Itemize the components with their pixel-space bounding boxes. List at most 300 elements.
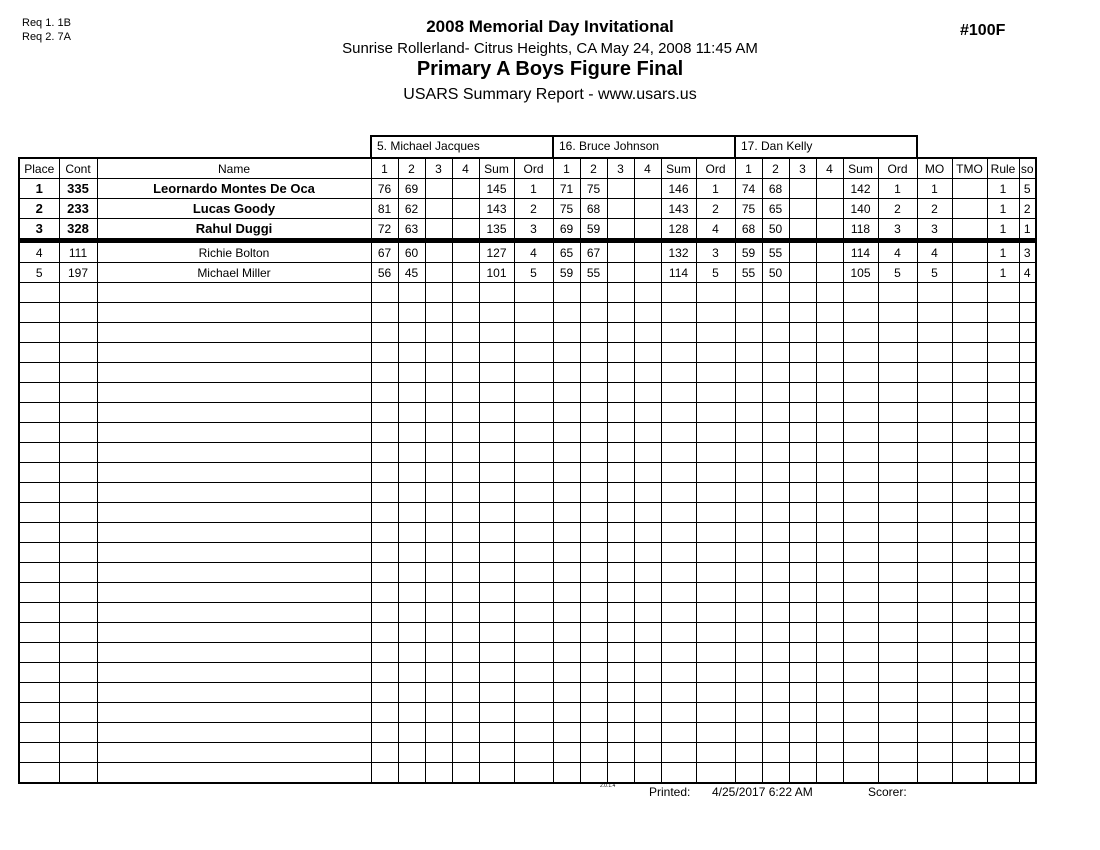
cell-mo: [917, 723, 952, 743]
cell-judge1-score3: [425, 241, 452, 263]
cell-judge3-ord: [878, 283, 917, 303]
cell-judge3-score4: [816, 663, 843, 683]
cell-judge3-score3: [789, 423, 816, 443]
cell-judge1-ord: 5: [514, 263, 553, 283]
cell-judge3-score2: [762, 503, 789, 523]
cell-tmo: [952, 241, 987, 263]
cell-judge2-score1: [553, 703, 580, 723]
cell-judge3-score1: [735, 623, 762, 643]
cell-judge3-score3: [789, 303, 816, 323]
cell-judge1-score3: [425, 503, 452, 523]
cell-judge1-score3: [425, 323, 452, 343]
cell-judge1-score1: [371, 363, 398, 383]
cell-judge3-score2: [762, 603, 789, 623]
cell-judge1-sum: [479, 563, 514, 583]
cell-place: [19, 383, 59, 403]
cell-judge2-score1: [553, 583, 580, 603]
cell-cont: [59, 763, 97, 784]
result-row: [19, 263, 1036, 283]
col-header-place: Place: [19, 158, 59, 179]
cell-so: [1019, 383, 1036, 403]
cell-judge2-ord: [696, 343, 735, 363]
cell-mo: [917, 663, 952, 683]
cell-judge1-sum: 101: [479, 263, 514, 283]
cell-name: [97, 363, 371, 383]
cell-judge3-sum: [843, 383, 878, 403]
cell-judge2-ord: 4: [696, 219, 735, 241]
cell-judge3-score4: [816, 303, 843, 323]
cell-tmo: [952, 623, 987, 643]
empty-row: [19, 703, 1036, 723]
cell-judge1-ord: [514, 523, 553, 543]
cell-judge2-sum: 132: [661, 241, 696, 263]
cell-rule: [987, 703, 1019, 723]
cell-judge3-score3: [789, 241, 816, 263]
cell-name: [97, 343, 371, 363]
cell-judge3-ord: [878, 503, 917, 523]
cell-judge1-sum: [479, 663, 514, 683]
cell-rule: [987, 563, 1019, 583]
cell-judge2-sum: [661, 743, 696, 763]
cell-place: [19, 343, 59, 363]
cell-place: [19, 363, 59, 383]
cell-name: Leornardo Montes De Oca: [97, 179, 371, 199]
cell-judge2-score2: [580, 463, 607, 483]
cell-mo: [917, 403, 952, 423]
cell-judge2-score2: [580, 503, 607, 523]
cell-judge3-ord: [878, 763, 917, 784]
cell-tmo: [952, 563, 987, 583]
cell-judge2-score3: [607, 383, 634, 403]
cell-judge2-sum: [661, 683, 696, 703]
cell-judge1-score2: [398, 463, 425, 483]
cell-judge3-ord: [878, 483, 917, 503]
cell-judge3-score1: [735, 363, 762, 383]
cell-judge2-score3: [607, 743, 634, 763]
cell-judge1-score2: [398, 423, 425, 443]
cell-name: [97, 603, 371, 623]
cell-cont: [59, 303, 97, 323]
cell-rule: 1: [987, 179, 1019, 199]
cell-place: [19, 483, 59, 503]
cell-judge2-score1: 59: [553, 263, 580, 283]
empty-row: [19, 643, 1036, 663]
cell-so: [1019, 503, 1036, 523]
cell-judge3-score4: [816, 483, 843, 503]
cell-judge3-score3: [789, 643, 816, 663]
cell-cont: [59, 363, 97, 383]
empty-row: [19, 663, 1036, 683]
cell-mo: 4: [917, 241, 952, 263]
cell-judge2-score2: [580, 543, 607, 563]
cell-judge1-score3: [425, 283, 452, 303]
cell-judge3-ord: [878, 343, 917, 363]
cell-judge2-ord: [696, 403, 735, 423]
cell-cont: [59, 623, 97, 643]
cell-judge1-score1: [371, 663, 398, 683]
cell-so: [1019, 643, 1036, 663]
cell-judge3-ord: [878, 563, 917, 583]
cell-mo: [917, 343, 952, 363]
empty-row: [19, 303, 1036, 323]
cell-judge1-score4: [452, 763, 479, 784]
empty-row: [19, 423, 1036, 443]
cell-judge1-score3: [425, 623, 452, 643]
cell-judge1-score1: 76: [371, 179, 398, 199]
cell-judge1-score1: 81: [371, 199, 398, 219]
venue-date-line: Sunrise Rollerland- Citrus Heights, CA May 24, 2008 11:45 AM: [342, 40, 758, 57]
cell-so: [1019, 703, 1036, 723]
cell-rule: [987, 283, 1019, 303]
cell-name: [97, 763, 371, 784]
cell-place: [19, 663, 59, 683]
cell-tmo: [952, 263, 987, 283]
cell-judge2-score2: [580, 303, 607, 323]
cell-judge2-score3: [607, 423, 634, 443]
cell-judge2-score2: [580, 743, 607, 763]
cell-judge2-ord: [696, 703, 735, 723]
cell-rule: [987, 363, 1019, 383]
cell-judge2-score1: [553, 303, 580, 323]
cell-mo: [917, 703, 952, 723]
cell-mo: 1: [917, 179, 952, 199]
cell-judge3-score2: [762, 683, 789, 703]
cell-judge3-ord: 1: [878, 179, 917, 199]
cell-judge1-sum: [479, 603, 514, 623]
cell-judge3-sum: 140: [843, 199, 878, 219]
cell-judge3-score4: [816, 219, 843, 241]
cell-judge3-score1: [735, 663, 762, 683]
cell-judge3-score2: [762, 743, 789, 763]
empty-row: [19, 723, 1036, 743]
cell-so: [1019, 623, 1036, 643]
cell-judge3-score2: [762, 283, 789, 303]
cell-cont: [59, 683, 97, 703]
cell-judge1-score1: [371, 703, 398, 723]
cell-judge1-score2: [398, 583, 425, 603]
cell-mo: [917, 563, 952, 583]
cell-judge3-score3: [789, 583, 816, 603]
empty-row: [19, 443, 1036, 463]
cell-judge1-ord: [514, 323, 553, 343]
cell-tmo: [952, 323, 987, 343]
empty-row: [19, 283, 1036, 303]
cell-mo: 3: [917, 219, 952, 241]
cell-judge3-score2: 50: [762, 219, 789, 241]
cell-judge1-score3: [425, 723, 452, 743]
cell-tmo: [952, 443, 987, 463]
cell-judge1-score2: [398, 363, 425, 383]
cell-rule: 1: [987, 263, 1019, 283]
cell-judge3-score2: 50: [762, 263, 789, 283]
cell-judge1-score3: [425, 383, 452, 403]
cell-so: [1019, 523, 1036, 543]
cell-judge3-score2: [762, 403, 789, 423]
empty-row: [19, 323, 1036, 343]
cell-judge2-score3: [607, 603, 634, 623]
cell-name: [97, 383, 371, 403]
cell-judge3-sum: 142: [843, 179, 878, 199]
empty-row: [19, 363, 1036, 383]
cell-judge2-score3: [607, 583, 634, 603]
cell-judge2-ord: [696, 483, 735, 503]
cell-judge1-score2: 62: [398, 199, 425, 219]
cell-judge2-score1: 69: [553, 219, 580, 241]
cell-judge1-score1: [371, 303, 398, 323]
cell-judge1-sum: [479, 283, 514, 303]
cell-tmo: [952, 179, 987, 199]
cell-judge2-score1: [553, 563, 580, 583]
cell-judge3-sum: [843, 603, 878, 623]
cell-judge1-ord: [514, 583, 553, 603]
cell-cont: [59, 663, 97, 683]
printed-label: Printed:: [649, 785, 691, 799]
cell-judge1-score4: [452, 643, 479, 663]
cell-judge1-score4: [452, 623, 479, 643]
cell-judge3-score1: [735, 383, 762, 403]
cell-judge3-score4: [816, 343, 843, 363]
cell-tmo: [952, 543, 987, 563]
cell-judge2-score4: [634, 383, 661, 403]
cell-judge1-sum: [479, 643, 514, 663]
cell-judge2-sum: 143: [661, 199, 696, 219]
cell-judge1-sum: [479, 383, 514, 403]
cell-judge1-score3: [425, 219, 452, 241]
cell-cont: 233: [59, 199, 97, 219]
cell-judge2-sum: [661, 303, 696, 323]
cell-cont: [59, 423, 97, 443]
cell-judge1-score2: [398, 283, 425, 303]
cell-judge1-sum: [479, 403, 514, 423]
cell-judge1-sum: [479, 583, 514, 603]
cell-place: 3: [19, 219, 59, 241]
cell-judge1-ord: 4: [514, 241, 553, 263]
cell-judge3-sum: 114: [843, 241, 878, 263]
cell-name: [97, 643, 371, 663]
cell-judge3-sum: [843, 343, 878, 363]
cell-judge3-score2: [762, 563, 789, 583]
col-header-ord: Ord: [514, 158, 553, 179]
cell-judge2-ord: [696, 323, 735, 343]
cell-mo: [917, 383, 952, 403]
cell-mo: [917, 763, 952, 784]
cell-judge2-sum: [661, 623, 696, 643]
cell-judge2-score4: [634, 363, 661, 383]
cell-judge1-ord: 2: [514, 199, 553, 219]
cell-cont: [59, 743, 97, 763]
cell-place: [19, 543, 59, 563]
competition-title: 2008 Memorial Day Invitational: [426, 17, 674, 36]
cell-name: [97, 663, 371, 683]
cell-judge2-score2: [580, 703, 607, 723]
cell-judge1-sum: 135: [479, 219, 514, 241]
cell-cont: [59, 543, 97, 563]
cell-judge1-score3: [425, 743, 452, 763]
cell-cont: [59, 523, 97, 543]
cell-judge2-score2: [580, 483, 607, 503]
column-header-row: [19, 158, 1036, 179]
cell-judge1-score1: [371, 763, 398, 784]
cell-judge3-sum: [843, 323, 878, 343]
results-tbody: [19, 179, 1036, 784]
judge-header-2: 16. Bruce Johnson: [552, 135, 736, 159]
col-header-score-4: 4: [816, 158, 843, 179]
empty-row: [19, 403, 1036, 423]
cell-judge3-ord: [878, 743, 917, 763]
cell-cont: [59, 403, 97, 423]
cell-judge3-score1: 55: [735, 263, 762, 283]
cell-judge2-score2: [580, 563, 607, 583]
cell-judge2-sum: [661, 603, 696, 623]
cell-judge1-score4: [452, 503, 479, 523]
cell-judge1-ord: [514, 563, 553, 583]
cell-judge2-score1: [553, 543, 580, 563]
cell-judge3-ord: [878, 723, 917, 743]
cell-judge2-score3: [607, 523, 634, 543]
cell-judge1-sum: [479, 723, 514, 743]
cell-judge1-score2: [398, 663, 425, 683]
cell-judge2-score2: 68: [580, 199, 607, 219]
cell-judge1-ord: [514, 623, 553, 643]
cell-judge2-score3: [607, 683, 634, 703]
cell-judge2-ord: [696, 623, 735, 643]
cell-judge2-ord: [696, 743, 735, 763]
cell-mo: [917, 683, 952, 703]
cell-judge1-score3: [425, 563, 452, 583]
cell-judge1-ord: [514, 303, 553, 323]
cell-judge2-sum: [661, 483, 696, 503]
cell-judge3-score4: [816, 723, 843, 743]
cell-judge3-score3: [789, 763, 816, 784]
cell-judge2-score2: 67: [580, 241, 607, 263]
col-header-score-2: 2: [580, 158, 607, 179]
cell-judge3-sum: [843, 523, 878, 543]
cell-tmo: [952, 463, 987, 483]
cell-judge3-score4: [816, 403, 843, 423]
cell-judge1-score4: [452, 383, 479, 403]
col-header-ord: Ord: [878, 158, 917, 179]
col-header-score-4: 4: [634, 158, 661, 179]
cell-judge3-ord: [878, 703, 917, 723]
cell-place: [19, 503, 59, 523]
cell-judge2-ord: [696, 443, 735, 463]
cell-judge2-score3: [607, 483, 634, 503]
cell-judge3-score1: [735, 483, 762, 503]
cell-judge2-score1: [553, 423, 580, 443]
empty-row: [19, 683, 1036, 703]
cell-judge2-score3: [607, 363, 634, 383]
cell-tmo: [952, 723, 987, 743]
cell-judge1-sum: 143: [479, 199, 514, 219]
cell-judge2-sum: [661, 443, 696, 463]
cell-judge3-score2: [762, 363, 789, 383]
cell-judge3-ord: [878, 663, 917, 683]
cell-place: [19, 423, 59, 443]
cell-judge3-score1: [735, 283, 762, 303]
cell-judge1-sum: [479, 623, 514, 643]
cell-judge2-sum: [661, 363, 696, 383]
cell-judge1-sum: [479, 743, 514, 763]
cell-judge1-ord: [514, 403, 553, 423]
cell-judge1-score1: [371, 603, 398, 623]
cell-judge3-score2: [762, 703, 789, 723]
cell-judge2-score4: [634, 343, 661, 363]
cell-judge1-ord: [514, 543, 553, 563]
cell-judge1-score3: [425, 179, 452, 199]
cell-mo: 5: [917, 263, 952, 283]
cell-so: [1019, 743, 1036, 763]
cell-judge3-ord: 3: [878, 219, 917, 241]
cell-judge1-score4: [452, 543, 479, 563]
scorer-label: Scorer:: [868, 785, 907, 799]
cell-judge2-ord: [696, 363, 735, 383]
cell-cont: 328: [59, 219, 97, 241]
cell-cont: [59, 343, 97, 363]
cell-judge1-ord: [514, 463, 553, 483]
empty-row: [19, 463, 1036, 483]
cell-judge3-score3: [789, 663, 816, 683]
cell-so: [1019, 283, 1036, 303]
cell-name: [97, 703, 371, 723]
cell-judge2-score3: [607, 303, 634, 323]
cell-judge2-sum: [661, 343, 696, 363]
cell-judge3-sum: [843, 623, 878, 643]
cell-judge3-score4: [816, 563, 843, 583]
cell-judge1-score1: [371, 283, 398, 303]
col-header-sum: Sum: [843, 158, 878, 179]
col-header-ord: Ord: [696, 158, 735, 179]
cell-judge2-score1: [553, 463, 580, 483]
cell-judge2-score2: [580, 663, 607, 683]
cell-judge2-score4: [634, 763, 661, 784]
col-header-cont: Cont: [59, 158, 97, 179]
cell-name: [97, 303, 371, 323]
cell-judge3-score2: [762, 583, 789, 603]
cell-place: [19, 523, 59, 543]
cell-judge3-ord: [878, 643, 917, 663]
cell-judge1-sum: [479, 503, 514, 523]
cell-judge3-score1: [735, 743, 762, 763]
cell-judge2-score4: [634, 241, 661, 263]
results-table: [18, 157, 1037, 784]
cell-judge1-score3: [425, 263, 452, 283]
cell-tmo: [952, 743, 987, 763]
cell-judge3-sum: [843, 583, 878, 603]
cell-judge2-score3: [607, 703, 634, 723]
cell-judge2-score2: [580, 643, 607, 663]
cell-judge3-ord: [878, 603, 917, 623]
cell-judge3-score1: [735, 443, 762, 463]
cell-judge3-score2: [762, 423, 789, 443]
cell-judge2-sum: [661, 283, 696, 303]
cell-judge2-score4: [634, 179, 661, 199]
cell-judge1-score3: [425, 199, 452, 219]
empty-row: [19, 583, 1036, 603]
cell-mo: [917, 483, 952, 503]
cell-judge2-score4: [634, 199, 661, 219]
cell-judge2-sum: [661, 543, 696, 563]
cell-judge3-score2: [762, 383, 789, 403]
cell-judge2-score4: [634, 463, 661, 483]
cell-judge1-score1: [371, 403, 398, 423]
cell-judge3-sum: [843, 763, 878, 784]
cell-judge3-score4: [816, 643, 843, 663]
cell-judge1-score2: [398, 443, 425, 463]
cell-judge1-score2: [398, 563, 425, 583]
cell-cont: [59, 443, 97, 463]
cell-cont: [59, 483, 97, 503]
cell-judge2-score3: [607, 543, 634, 563]
